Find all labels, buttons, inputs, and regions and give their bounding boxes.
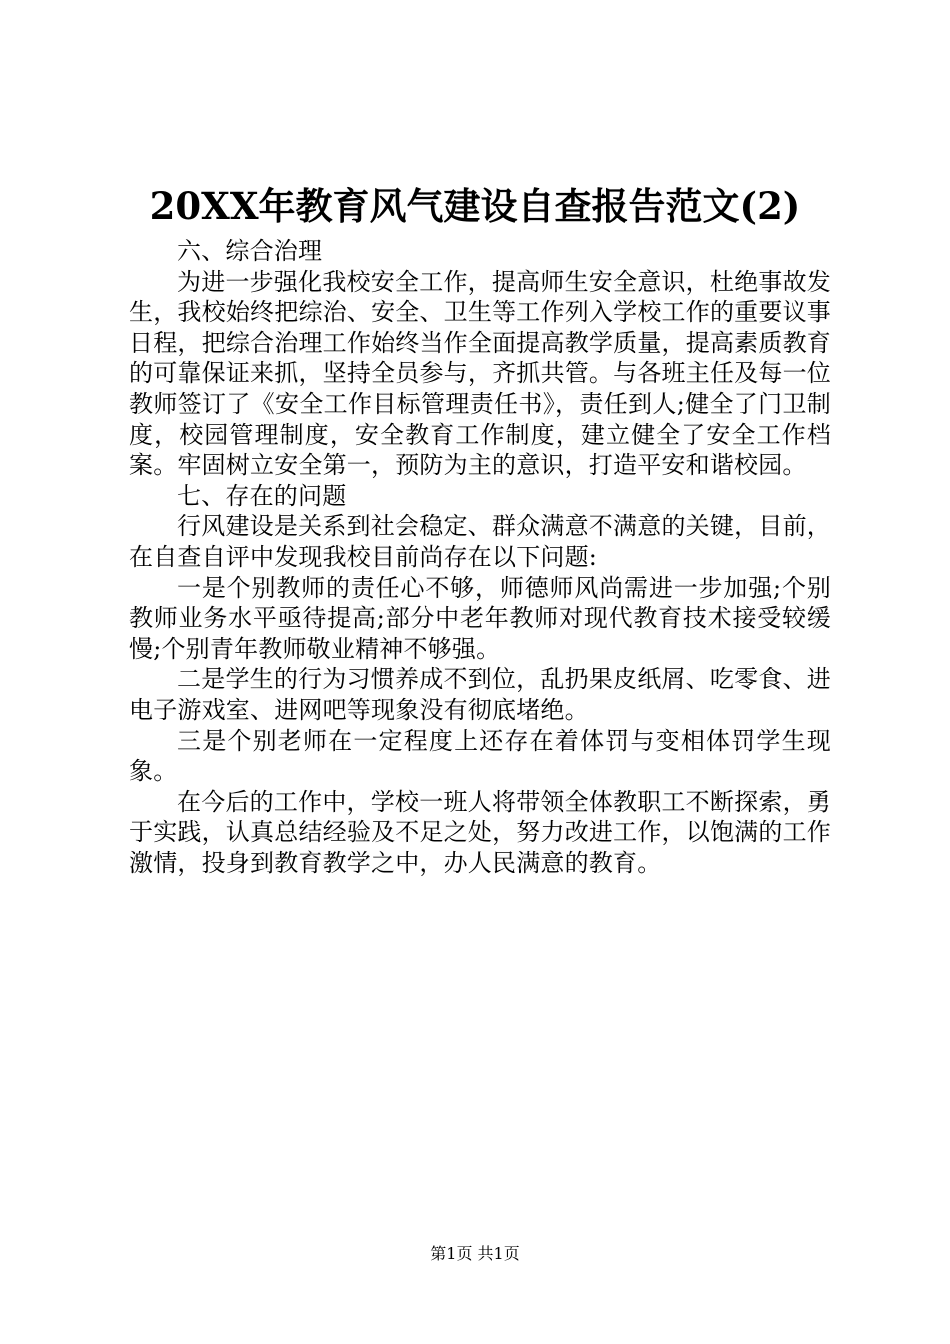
- body-paragraph: 在今后的工作中，学校一班人将带领全体教职工不断探索，勇于实践，认真总结经验及不足之处，努力改进工作，以饱满的工作激情，投身到教育教学之中，办人民满意的教育。: [129, 787, 831, 877]
- page-footer: 第1页 共1页: [430, 1244, 520, 1263]
- body-paragraph: 二是学生的行为习惯养成不到位，乱扔果皮纸屑、吃零食、进电子游戏室、进网吧等现象没有彻底堵绝。: [129, 665, 831, 724]
- section-heading: 七、存在的问题: [177, 481, 347, 510]
- body-paragraph: 三是个别老师在一定程度上还存在着体罚与变相体罚学生现象。: [129, 726, 831, 786]
- section-heading: 六、综合治理: [177, 237, 323, 265]
- document-title: 20XX年教育风气建设自查报告范文(2): [149, 184, 801, 228]
- body-paragraph: 一是个别教师的责任心不够，师德师风尚需进一步加强;个别教师业务水平亟待提高;部分中老年教师对现代教育技术接受较缓慢;个别青年教师敬业精神不够强。: [129, 573, 831, 663]
- body-paragraph: 行风建设是关系到社会稳定、群众满意不满意的关键，目前，在自查自评中发现我校目前尚存在以下问题:: [129, 512, 831, 571]
- body-paragraph: 为进一步强化我校安全工作，提高师生安全意识，杜绝事故发生，我校始终把综治、安全、卫生等工作列入学校工作的重要议事日程，把综合治理工作始终当作全面提高教学质量，提高素质教育的可靠保证来抓，坚持全员参与，齐抓共管。与各班主任及每一位教师签订了《安全工作目标管理责任书》，责任到人;健全了门卫制度，校园管理制度，安全教育工作制度，建立健全了安全工作档案。牢固树立安全第一，预防为主的意识，打造平安和谐校园。: [129, 267, 831, 480]
- document-body: [129, 236, 831, 878]
